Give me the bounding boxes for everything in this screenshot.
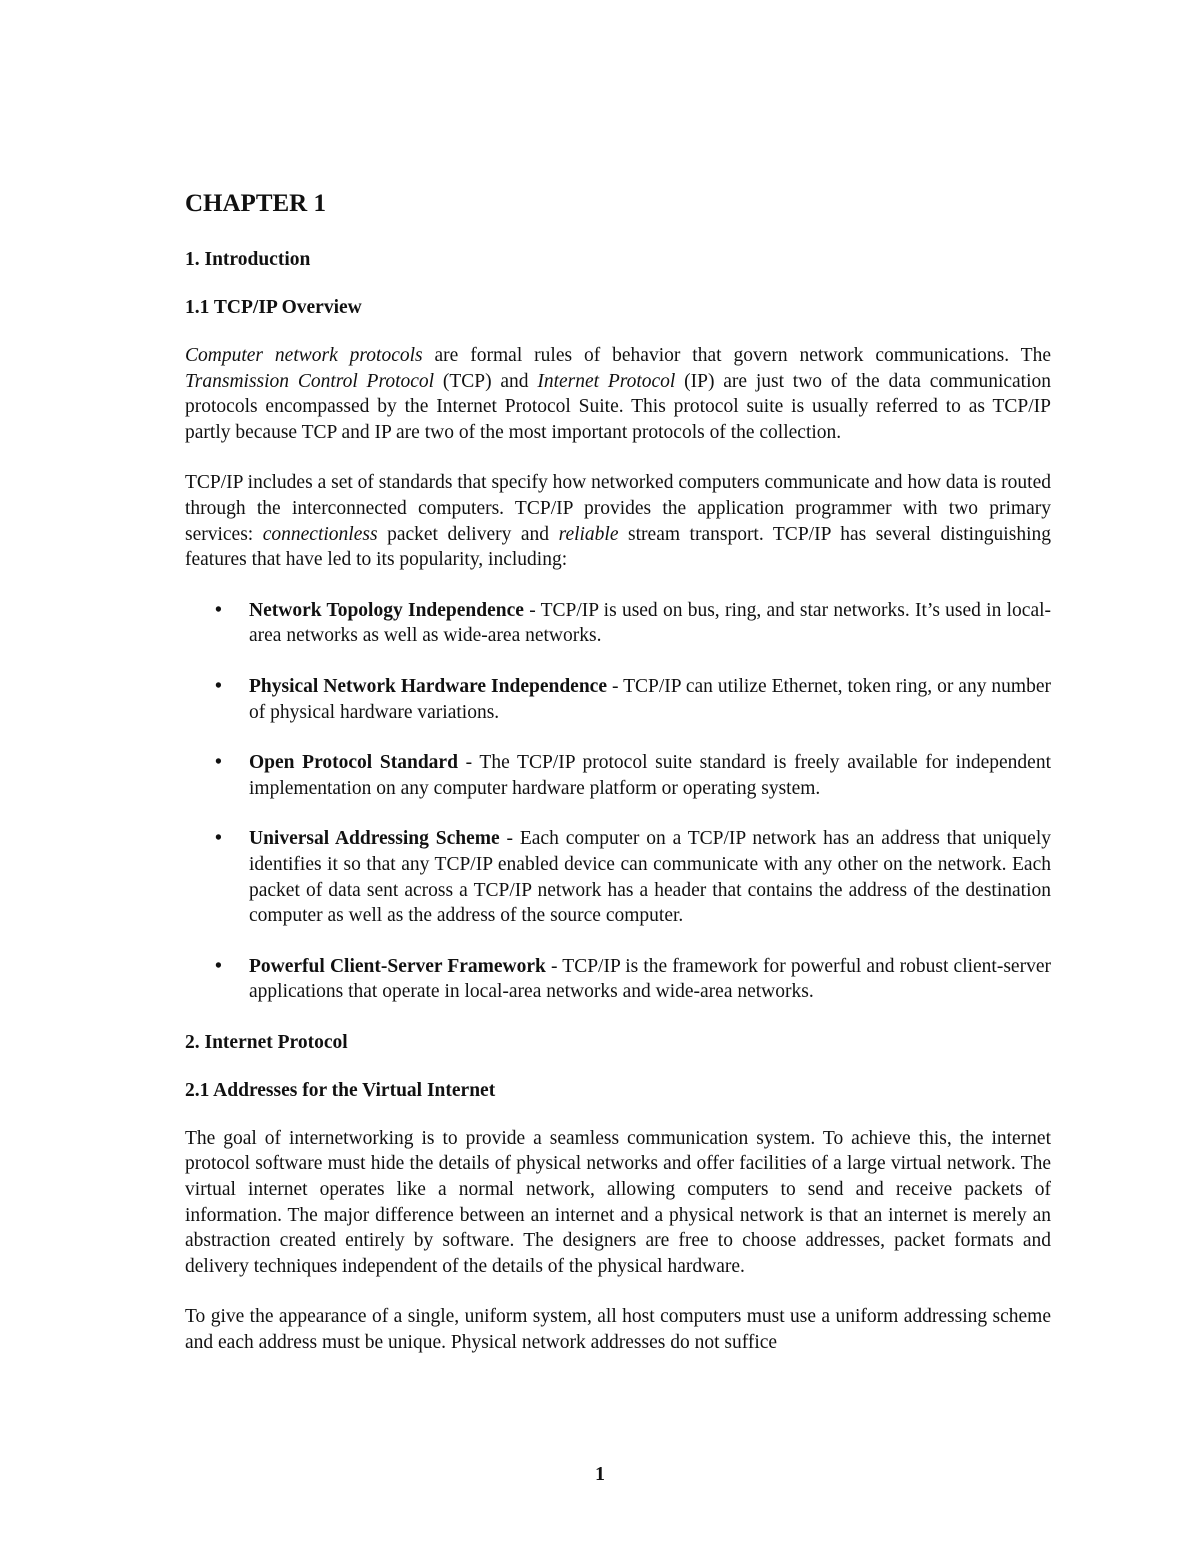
paragraph-text: are formal rules of behavior that govern network communications. The — [422, 345, 1051, 366]
list-item — [185, 750, 1051, 801]
feature-description: - Each computer on a TCP/IP network has an address that uniquely identifies it so that any TCP/IP enabled device can communicate with any other on the network. Each packet of data sent across a TCP/IP network has a header that contains the address of the destination computer as well as the address of the source computer. — [249, 828, 1051, 927]
list-item — [185, 954, 1051, 1005]
list-item — [185, 674, 1051, 725]
italic-term: Internet Protocol — [537, 370, 676, 392]
italic-term: reliable — [558, 523, 619, 545]
feature-description: - TCP/IP can utilize Ethernet, token ring, or any number of physical hardware variations. — [249, 675, 1051, 723]
list-item — [185, 598, 1051, 649]
bullet-icon: • — [215, 955, 222, 977]
italic-term: Transmission Control Protocol — [185, 370, 435, 392]
paragraph-text: (IP) are just two of the data communication protocols encompassed by the Internet Protocol Suite. This protocol suite is usually referred to as TCP/IP partly because TCP and IP are two of the most important protocols of the collection. — [185, 370, 1052, 443]
page-number: 1 — [595, 1463, 605, 1485]
section-heading-introduction: 1. Introduction — [185, 249, 311, 270]
paragraph-uniform-addressing: To give the appearance of a single, uniform system, all host computers must use a uniform addressing scheme and each address must be unique. Physical network addresses do not suffice — [185, 1306, 1051, 1354]
bullet-icon: • — [215, 599, 222, 621]
italic-term: connectionless — [262, 523, 378, 545]
paragraph-text: (TCP) and — [434, 370, 538, 392]
feature-description: - TCP/IP is used on bus, ring, and star networks. It’s used in local-area networks as well as wide-area networks. — [249, 599, 1052, 647]
italic-term: Computer network protocols — [185, 345, 423, 366]
paragraph-text: TCP/IP includes a set of standards that specify how networked computers communicate and how data is routed through the interconnected computers. TCP/IP provides the application programmer with two primary services: — [185, 472, 1051, 545]
section-heading-internet-protocol: 2. Internet Protocol — [185, 1031, 348, 1053]
section-heading-tcpip-overview: 1.1 TCP/IP Overview — [185, 297, 362, 318]
bullet-icon: • — [215, 675, 222, 697]
feature-term: Network Topology Independence — [249, 599, 524, 621]
paragraph-text: stream transport. TCP/IP has several distinguishing features that have led to its popularity, including: — [185, 523, 1051, 571]
feature-term: Powerful Client-Server Framework — [249, 955, 546, 977]
document-page — [185, 188, 1051, 1381]
section-heading-virtual-internet-addresses: 2.1 Addresses for the Virtual Internet — [185, 1079, 496, 1101]
feature-term: Open Protocol Standard — [249, 752, 458, 774]
paragraph-internetworking-goal: The goal of internetworking is to provide a seamless communication system. To achieve this, the internet protocol software must hide the details of physical networks and offer facilities of a large virtual network. The virtual internet operates like a normal network, allowing computers to send and receive packets of information. The major difference between an internet and a physical network is that an internet is merely an abstraction created entirely by software. The designers are free to choose addresses, packet formats and delivery techniques independent of the details of the physical hardware. — [185, 1127, 1051, 1277]
feature-term: Universal Addressing Scheme — [249, 828, 500, 850]
bullet-icon: • — [215, 828, 222, 850]
chapter-title: CHAPTER 1 — [185, 190, 326, 217]
feature-description: - TCP/IP is the framework for powerful and robust client-server applications that operate in local-area networks and wide-area networks. — [249, 955, 1051, 1003]
bullet-icon: • — [215, 752, 222, 774]
feature-description: - The TCP/IP protocol suite standard is freely available for independent implementation on any computer hardware platform or operating system. — [249, 752, 1051, 799]
features-list — [185, 598, 1051, 1005]
paragraph-tcpip-standards — [185, 470, 1051, 572]
paragraph-text: packet delivery and — [377, 523, 559, 545]
feature-term: Physical Network Hardware Independence — [249, 675, 607, 697]
paragraph-protocols — [185, 343, 1051, 445]
list-item — [185, 826, 1051, 928]
